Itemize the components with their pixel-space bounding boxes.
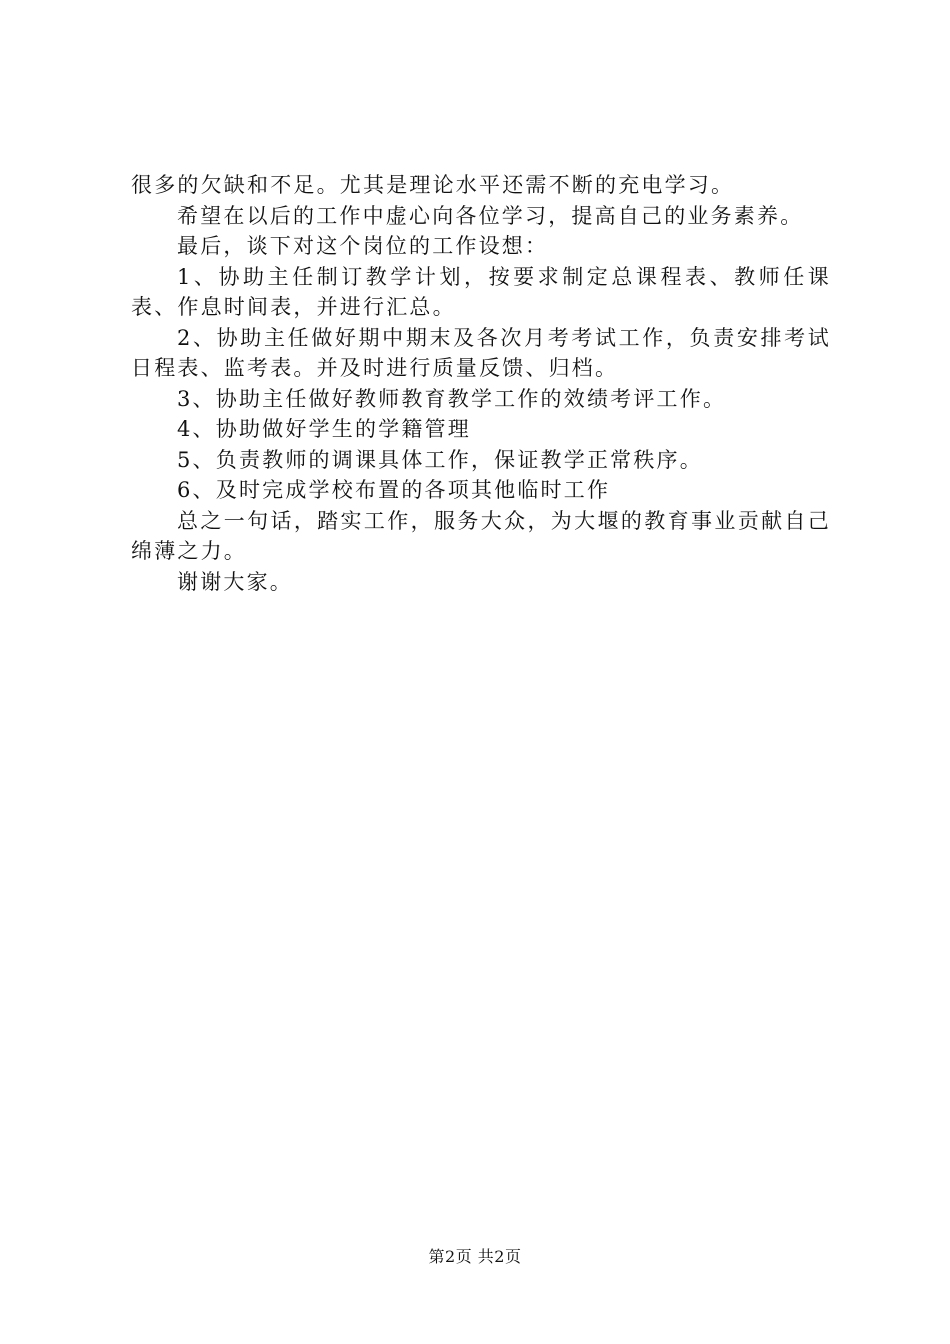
paragraph-intro-plan: 最后，谈下对这个岗位的工作设想：	[177, 234, 549, 258]
paragraph-continuation: 很多的欠缺和不足。尤其是理论水平还需不断的充电学习。	[131, 173, 735, 197]
plan-item-4: 4、协助做好学生的学籍管理	[177, 417, 471, 441]
page-number: 第2页 共2页	[428, 1247, 522, 1266]
plan-item-5: 5、负责教师的调课具体工作，保证教学正常秩序。	[177, 447, 703, 472]
plan-item-2: 2、协助主任做好期中期末及各次月考考试工作，负责安排考试日程表、监考表。并及时进行质量反馈、归档。	[131, 325, 831, 380]
plan-item-3: 3、协助主任做好教师教育教学工作的效绩考评工作。	[177, 386, 727, 411]
body-text	[131, 170, 831, 597]
page-footer	[0, 1244, 950, 1267]
plan-item-6: 6、及时完成学校布置的各项其他临时工作	[177, 478, 611, 502]
paragraph-thanks: 谢谢大家。	[177, 569, 293, 594]
paragraph-summary: 总之一句话，踏实工作，服务大众，为大堰的教育事业贡献自己绵薄之力。	[131, 508, 831, 563]
paragraph-hope: 希望在以后的工作中虚心向各位学习，提高自己的业务素养。	[177, 203, 804, 228]
plan-item-1: 1、协助主任制订教学计划，按要求制定总课程表、教师任课表、作息时间表，并进行汇总。	[131, 264, 831, 319]
